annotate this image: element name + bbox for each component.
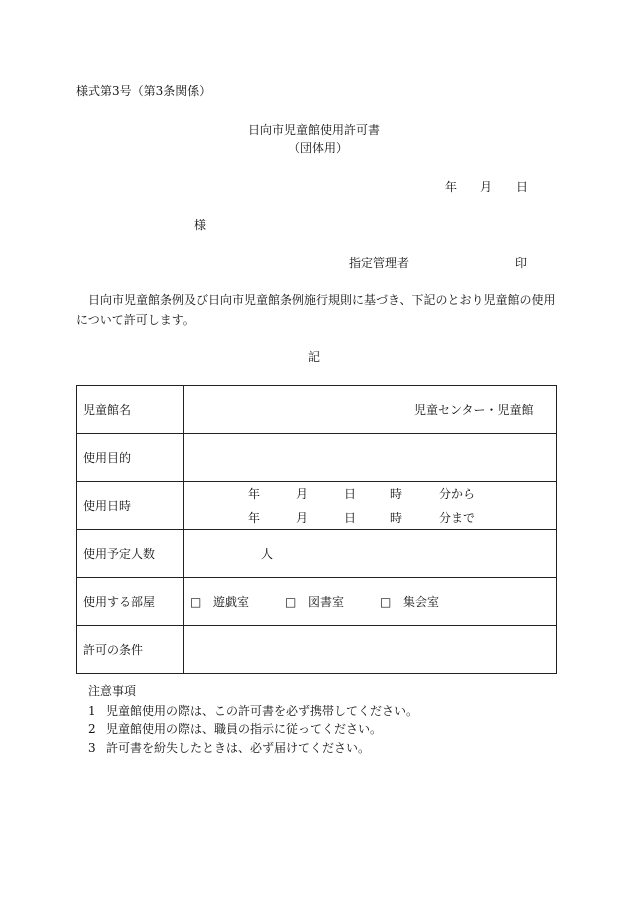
table-row-purpose [77, 434, 557, 482]
start-minute-from: 分から [439, 487, 476, 501]
end-day: 日 [344, 511, 357, 525]
center-name-cell [184, 386, 557, 434]
date-day: 日 [516, 180, 529, 194]
note-number: 1 [88, 704, 96, 718]
end-hour: 時 [390, 511, 403, 525]
room-library-label: 図書室 [308, 595, 345, 609]
document-title: 日向市児童館使用許可書 [248, 123, 381, 137]
details-table [76, 385, 557, 674]
people-label: 使用予定人数 [77, 530, 184, 578]
date-month: 月 [480, 180, 493, 194]
end-minute-until: 分まで [439, 511, 476, 525]
room-meeting-room-label: 集会室 [403, 595, 440, 609]
room-playroom-label: 遊戯室 [213, 595, 250, 609]
seal-mark: 印 [515, 256, 528, 270]
table-row-conditions [77, 626, 557, 674]
body-line-1: 日向市児童館条例及び日向市児童館条例施行規則に基づき、下記のとおり児童館の使用 [88, 293, 556, 307]
rooms-cell [184, 578, 557, 626]
issuer-label: 指定管理者 [349, 256, 410, 270]
datetime-label: 使用日時 [77, 482, 184, 530]
checkbox-playroom[interactable]: □ [190, 595, 202, 609]
addressee-suffix: 様 [194, 218, 207, 232]
table-row-people [77, 530, 557, 578]
people-cell [184, 530, 557, 578]
note-text: 児童館使用の際は、この許可書を必ず携帯してください。 [106, 704, 419, 718]
end-year: 年 [248, 511, 261, 525]
note-number: 3 [88, 741, 96, 755]
conditions-cell [184, 626, 557, 674]
table-row-rooms [77, 578, 557, 626]
notes-heading: 注意事項 [88, 684, 137, 698]
start-year: 年 [248, 487, 261, 501]
form-number: 様式第3号（第3条関係） [76, 84, 212, 98]
document-subtitle: （団体用） [288, 141, 349, 155]
body-line-2: について許可します。 [76, 313, 195, 327]
table-row-center [77, 386, 557, 434]
start-month: 月 [296, 487, 309, 501]
checkbox-library[interactable]: □ [285, 595, 297, 609]
end-month: 月 [296, 511, 309, 525]
ki-heading: 記 [308, 350, 321, 364]
note-text: 許可書を紛失したときは、必ず届けてください。 [106, 741, 371, 755]
people-unit: 人 [261, 547, 274, 561]
start-day: 日 [344, 487, 357, 501]
checkbox-meeting-room[interactable]: □ [380, 595, 392, 609]
datetime-cell [184, 482, 557, 530]
purpose-cell [184, 434, 557, 482]
start-hour: 時 [390, 487, 403, 501]
center-name-value: 児童センター・児童館 [414, 403, 534, 417]
table-row-datetime [77, 482, 557, 530]
date-year: 年 [445, 180, 458, 194]
center-name-label: 児童館名 [77, 386, 184, 434]
note-text: 児童館使用の際は、職員の指示に従ってください。 [106, 722, 383, 736]
conditions-label: 許可の条件 [77, 626, 184, 674]
rooms-label: 使用する部屋 [77, 578, 184, 626]
note-number: 2 [88, 722, 96, 736]
purpose-label: 使用目的 [77, 434, 184, 482]
